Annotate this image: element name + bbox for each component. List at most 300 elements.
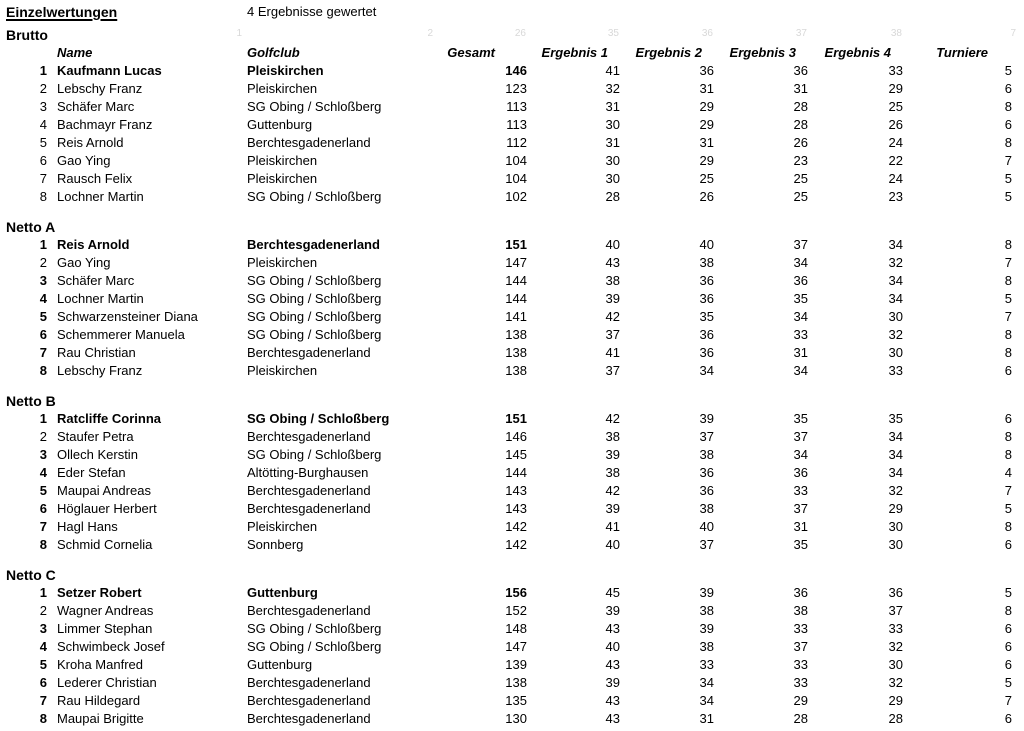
gesamt-cell: 147 <box>505 639 527 654</box>
ergebnis2-cell: 31 <box>699 81 714 96</box>
table-row <box>6 656 1024 674</box>
rank-cell: 3 <box>39 273 47 288</box>
gesamt-cell: 113 <box>506 99 527 114</box>
rank-cell: 5 <box>39 309 47 324</box>
name-cell: Lebschy Franz <box>57 81 143 96</box>
ergebnis2-cell: 34 <box>699 675 714 690</box>
table-row <box>6 80 1024 98</box>
turniere-cell: 6 <box>1004 117 1012 132</box>
results-table <box>6 26 1024 728</box>
ergebnis4-cell: 25 <box>888 99 903 114</box>
turniere-cell: 7 <box>1004 255 1012 270</box>
name-cell: Bachmayr Franz <box>57 117 153 132</box>
name-cell: Schmid Cornelia <box>57 537 153 552</box>
ergebnis1-cell: 43 <box>605 693 620 708</box>
faint-column-marker: 2 <box>427 28 433 39</box>
ergebnis2-cell: 36 <box>699 483 714 498</box>
gesamt-cell: 104 <box>505 153 527 168</box>
section-label: Netto C <box>6 567 56 583</box>
rank-cell: 2 <box>39 603 47 618</box>
club-cell: Pleiskirchen <box>247 153 318 168</box>
gesamt-cell: 142 <box>505 537 527 552</box>
table-row <box>6 410 1024 428</box>
ergebnis1-cell: 40 <box>605 639 620 654</box>
column-header-turniere: Turniere <box>936 45 988 60</box>
ergebnis3-cell: 35 <box>793 537 808 552</box>
turniere-cell: 6 <box>1004 621 1012 636</box>
table-row <box>6 620 1024 638</box>
name-cell: Schwimbeck Josef <box>57 639 165 654</box>
ergebnis3-cell: 33 <box>793 621 808 636</box>
ergebnis3-cell: 34 <box>793 447 808 462</box>
turniere-cell: 8 <box>1004 237 1012 252</box>
club-cell: SG Obing / Schloßberg <box>247 309 382 324</box>
ergebnis2-cell: 26 <box>699 189 714 204</box>
ergebnis2-cell: 36 <box>699 327 714 342</box>
ergebnis3-cell: 28 <box>793 99 808 114</box>
ergebnis4-cell: 34 <box>888 237 903 252</box>
name-cell: Rausch Felix <box>57 171 133 186</box>
club-cell: Pleiskirchen <box>247 363 318 378</box>
ergebnis2-cell: 36 <box>699 345 714 360</box>
column-header-ergebnis4: Ergebnis 4 <box>824 45 891 60</box>
ergebnis4-cell: 30 <box>888 537 903 552</box>
turniere-cell: 8 <box>1004 429 1012 444</box>
rank-cell: 4 <box>39 291 47 306</box>
column-header-ergebnis3: Ergebnis 3 <box>729 45 796 60</box>
gesamt-cell: 145 <box>505 447 527 462</box>
table-header-row <box>6 44 1024 62</box>
gesamt-cell: 138 <box>505 675 527 690</box>
club-cell: SG Obing / Schloßberg <box>247 291 382 306</box>
name-cell: Reis Arnold <box>57 135 124 150</box>
ergebnis4-cell: 36 <box>888 585 903 600</box>
ergebnis1-cell: 38 <box>605 465 620 480</box>
ergebnis1-cell: 32 <box>605 81 620 96</box>
gesamt-cell: 143 <box>505 501 527 516</box>
ergebnis4-cell: 32 <box>888 639 903 654</box>
name-cell: Lochner Martin <box>57 189 144 204</box>
rank-cell: 7 <box>39 519 47 534</box>
table-row <box>6 344 1024 362</box>
ergebnis1-cell: 39 <box>605 291 620 306</box>
ergebnis2-cell: 34 <box>699 363 714 378</box>
ergebnis3-cell: 28 <box>793 117 808 132</box>
turniere-cell: 8 <box>1004 447 1012 462</box>
turniere-cell: 4 <box>1004 465 1012 480</box>
turniere-cell: 8 <box>1004 327 1012 342</box>
ergebnis3-cell: 35 <box>793 411 808 426</box>
rank-cell: 1 <box>39 237 47 252</box>
gesamt-cell: 112 <box>506 135 527 150</box>
rank-cell: 3 <box>39 447 47 462</box>
ergebnis4-cell: 24 <box>888 171 903 186</box>
club-cell: Berchtesgadenerland <box>247 237 380 252</box>
ergebnis4-cell: 30 <box>888 657 903 672</box>
table-row <box>6 446 1024 464</box>
turniere-cell: 5 <box>1004 171 1012 186</box>
ergebnis3-cell: 29 <box>793 693 808 708</box>
ergebnis2-cell: 37 <box>699 429 714 444</box>
table-row <box>6 152 1024 170</box>
rank-cell: 1 <box>39 63 47 78</box>
name-cell: Wagner Andreas <box>57 603 154 618</box>
turniere-cell: 6 <box>1004 711 1012 726</box>
ergebnis3-cell: 25 <box>793 189 808 204</box>
gesamt-cell: 142 <box>505 519 527 534</box>
section-label: Brutto <box>6 27 48 43</box>
ergebnis2-cell: 29 <box>699 99 714 114</box>
table-row <box>6 674 1024 692</box>
rank-cell: 6 <box>39 153 47 168</box>
ergebnis2-cell: 36 <box>699 291 714 306</box>
ergebnis3-cell: 33 <box>793 483 808 498</box>
ergebnis1-cell: 37 <box>605 327 620 342</box>
gesamt-cell: 144 <box>505 465 527 480</box>
name-cell: Gao Ying <box>57 153 111 168</box>
table-row <box>6 254 1024 272</box>
rank-cell: 8 <box>39 363 47 378</box>
ergebnis1-cell: 40 <box>605 237 620 252</box>
ergebnis4-cell: 26 <box>888 117 903 132</box>
ergebnis3-cell: 33 <box>793 327 808 342</box>
ergebnis4-cell: 34 <box>888 447 903 462</box>
turniere-cell: 6 <box>1004 657 1012 672</box>
name-cell: Schäfer Marc <box>57 99 135 114</box>
gesamt-cell: 151 <box>505 237 527 252</box>
ergebnis1-cell: 39 <box>605 603 620 618</box>
gesamt-cell: 104 <box>505 171 527 186</box>
ergebnis2-cell: 31 <box>699 135 714 150</box>
club-cell: Berchtesgadenerland <box>247 693 371 708</box>
turniere-cell: 5 <box>1004 63 1012 78</box>
gesamt-cell: 141 <box>505 309 527 324</box>
name-cell: Setzer Robert <box>57 585 142 600</box>
table-row <box>6 518 1024 536</box>
table-row <box>6 290 1024 308</box>
club-cell: Pleiskirchen <box>247 171 318 186</box>
ergebnis4-cell: 34 <box>888 429 903 444</box>
ergebnis2-cell: 34 <box>699 693 714 708</box>
gesamt-cell: 135 <box>505 693 527 708</box>
name-cell: Limmer Stephan <box>57 621 153 636</box>
club-cell: Pleiskirchen <box>247 519 318 534</box>
section-label: Netto B <box>6 393 56 409</box>
ergebnis1-cell: 41 <box>605 63 620 78</box>
gesamt-cell: 156 <box>505 585 527 600</box>
ergebnis1-cell: 40 <box>605 537 620 552</box>
rank-cell: 3 <box>39 621 47 636</box>
ergebnis4-cell: 32 <box>888 327 903 342</box>
name-cell: Schwarzensteiner Diana <box>57 309 198 324</box>
ergebnis3-cell: 33 <box>793 657 808 672</box>
table-row <box>6 308 1024 326</box>
ergebnis1-cell: 38 <box>605 273 620 288</box>
ergebnis2-cell: 39 <box>699 411 714 426</box>
turniere-cell: 7 <box>1004 309 1012 324</box>
club-cell: Berchtesgadenerland <box>247 711 371 726</box>
ergebnis3-cell: 34 <box>793 363 808 378</box>
ergebnis3-cell: 31 <box>793 345 808 360</box>
ergebnis2-cell: 38 <box>699 501 714 516</box>
page-title: Einzelwertungen <box>6 4 118 20</box>
club-cell: Pleiskirchen <box>247 81 318 96</box>
table-row <box>6 98 1024 116</box>
ergebnis4-cell: 33 <box>888 363 903 378</box>
rank-cell: 1 <box>39 411 47 426</box>
faint-column-marker: 37 <box>795 28 807 39</box>
turniere-cell: 8 <box>1004 603 1012 618</box>
turniere-cell: 5 <box>1004 585 1012 600</box>
gesamt-cell: 144 <box>505 291 527 306</box>
ergebnis4-cell: 34 <box>888 273 903 288</box>
turniere-cell: 5 <box>1004 501 1012 516</box>
ergebnis3-cell: 31 <box>793 81 808 96</box>
document-header <box>6 3 1024 21</box>
ergebnis2-cell: 38 <box>699 255 714 270</box>
results-counted-note: 4 Ergebnisse gewertet <box>247 4 377 19</box>
ergebnis2-cell: 39 <box>699 621 714 636</box>
turniere-cell: 7 <box>1004 153 1012 168</box>
club-cell: Guttenburg <box>247 657 313 672</box>
ergebnis1-cell: 43 <box>605 711 620 726</box>
ergebnis1-cell: 30 <box>605 171 620 186</box>
ergebnis1-cell: 31 <box>605 99 620 114</box>
table-row <box>6 638 1024 656</box>
name-cell: Ratcliffe Corinna <box>57 411 162 426</box>
rank-cell: 2 <box>39 429 47 444</box>
ergebnis4-cell: 29 <box>888 693 903 708</box>
ergebnis2-cell: 25 <box>699 171 714 186</box>
ergebnis3-cell: 25 <box>793 171 808 186</box>
club-cell: Berchtesgadenerland <box>247 501 371 516</box>
ergebnis4-cell: 35 <box>888 411 903 426</box>
name-cell: Kaufmann Lucas <box>57 63 162 78</box>
ergebnis1-cell: 38 <box>605 429 620 444</box>
club-cell: SG Obing / Schloßberg <box>247 189 382 204</box>
club-cell: SG Obing / Schloßberg <box>247 621 382 636</box>
ergebnis4-cell: 30 <box>888 309 903 324</box>
ergebnis4-cell: 30 <box>888 519 903 534</box>
name-cell: Schemmerer Manuela <box>57 327 185 342</box>
rank-cell: 5 <box>39 657 47 672</box>
club-cell: Berchtesgadenerland <box>247 345 371 360</box>
rank-cell: 5 <box>39 483 47 498</box>
ergebnis2-cell: 31 <box>699 711 714 726</box>
ergebnis4-cell: 29 <box>888 501 903 516</box>
club-cell: Guttenburg <box>247 585 318 600</box>
turniere-cell: 8 <box>1004 273 1012 288</box>
table-row <box>6 134 1024 152</box>
rank-cell: 4 <box>39 117 47 132</box>
rank-cell: 4 <box>39 639 47 654</box>
gesamt-cell: 151 <box>505 411 527 426</box>
column-header-ergebnis1: Ergebnis 1 <box>541 45 608 60</box>
ergebnis4-cell: 23 <box>888 189 903 204</box>
table-row <box>6 62 1024 80</box>
rank-cell: 6 <box>39 327 47 342</box>
turniere-cell: 7 <box>1004 483 1012 498</box>
rank-cell: 2 <box>39 255 47 270</box>
ergebnis4-cell: 30 <box>888 345 903 360</box>
name-cell: Schäfer Marc <box>57 273 135 288</box>
table-row <box>6 692 1024 710</box>
ergebnis4-cell: 32 <box>888 255 903 270</box>
ergebnis2-cell: 36 <box>699 273 714 288</box>
gesamt-cell: 130 <box>505 711 527 726</box>
turniere-cell: 6 <box>1004 81 1012 96</box>
turniere-cell: 6 <box>1004 537 1012 552</box>
club-cell: Guttenburg <box>247 117 313 132</box>
name-cell: Lebschy Franz <box>57 363 143 378</box>
name-cell: Gao Ying <box>57 255 111 270</box>
name-cell: Eder Stefan <box>57 465 126 480</box>
ergebnis2-cell: 36 <box>699 465 714 480</box>
turniere-cell: 6 <box>1004 639 1012 654</box>
column-header-ergebnis2: Ergebnis 2 <box>635 45 702 60</box>
ergebnis2-cell: 36 <box>699 63 714 78</box>
club-cell: Pleiskirchen <box>247 63 324 78</box>
table-row <box>6 188 1024 206</box>
ergebnis3-cell: 37 <box>793 429 808 444</box>
gesamt-cell: 146 <box>505 63 527 78</box>
table-row <box>6 428 1024 446</box>
club-cell: Altötting-Burghausen <box>247 465 369 480</box>
ergebnis4-cell: 32 <box>888 483 903 498</box>
rank-cell: 5 <box>39 135 47 150</box>
club-cell: Berchtesgadenerland <box>247 483 371 498</box>
rank-cell: 8 <box>39 711 47 726</box>
ergebnis1-cell: 28 <box>605 189 620 204</box>
table-row <box>6 362 1024 380</box>
name-cell: Lederer Christian <box>57 675 157 690</box>
ergebnis3-cell: 38 <box>793 603 808 618</box>
club-cell: SG Obing / Schloßberg <box>247 99 382 114</box>
ergebnis2-cell: 33 <box>699 657 714 672</box>
club-cell: SG Obing / Schloßberg <box>247 411 390 426</box>
column-header-golfclub: Golfclub <box>247 45 300 60</box>
rank-cell: 7 <box>39 345 47 360</box>
ergebnis4-cell: 28 <box>888 711 903 726</box>
gesamt-cell: 143 <box>505 483 527 498</box>
rank-cell: 8 <box>39 537 47 552</box>
gesamt-cell: 102 <box>505 189 527 204</box>
table-row <box>6 482 1024 500</box>
ergebnis4-cell: 37 <box>888 603 903 618</box>
column-header-name: Name <box>57 45 93 60</box>
ergebnis4-cell: 29 <box>888 81 903 96</box>
ergebnis4-cell: 33 <box>888 63 903 78</box>
ergebnis2-cell: 38 <box>699 447 714 462</box>
rank-cell: 6 <box>39 675 47 690</box>
name-cell: Maupai Brigitte <box>57 711 144 726</box>
rank-cell: 1 <box>39 585 47 600</box>
rank-cell: 6 <box>39 501 47 516</box>
ergebnis1-cell: 42 <box>605 411 620 426</box>
table-row <box>6 602 1024 620</box>
ergebnis2-cell: 29 <box>699 117 714 132</box>
table-row <box>6 272 1024 290</box>
club-cell: SG Obing / Schloßberg <box>247 273 382 288</box>
ergebnis2-cell: 38 <box>699 639 714 654</box>
ergebnis1-cell: 37 <box>605 363 620 378</box>
table-row <box>6 326 1024 344</box>
turniere-cell: 6 <box>1004 363 1012 378</box>
club-cell: Sonnberg <box>247 537 304 552</box>
ergebnis4-cell: 32 <box>888 675 903 690</box>
turniere-cell: 5 <box>1004 291 1012 306</box>
ergebnis2-cell: 39 <box>699 585 714 600</box>
ergebnis1-cell: 43 <box>605 255 620 270</box>
ergebnis1-cell: 31 <box>605 135 620 150</box>
gesamt-cell: 148 <box>505 621 527 636</box>
ergebnis3-cell: 34 <box>793 309 808 324</box>
ergebnis3-cell: 26 <box>793 135 808 150</box>
faint-column-marker: 7 <box>1010 28 1016 39</box>
gesamt-cell: 113 <box>506 117 527 132</box>
rank-cell: 7 <box>39 171 47 186</box>
ergebnis4-cell: 33 <box>888 621 903 636</box>
gesamt-cell: 144 <box>505 273 527 288</box>
rank-cell: 8 <box>39 189 47 204</box>
table-row <box>6 116 1024 134</box>
gesamt-cell: 138 <box>505 363 527 378</box>
name-cell: Maupai Andreas <box>57 483 151 498</box>
ergebnis1-cell: 42 <box>605 483 620 498</box>
ergebnis3-cell: 36 <box>793 585 808 600</box>
faint-column-marker: 35 <box>607 28 619 39</box>
club-cell: SG Obing / Schloßberg <box>247 327 382 342</box>
name-cell: Höglauer Herbert <box>57 501 157 516</box>
ergebnis1-cell: 30 <box>605 153 620 168</box>
club-cell: Berchtesgadenerland <box>247 603 371 618</box>
ergebnis4-cell: 34 <box>888 465 903 480</box>
turniere-cell: 8 <box>1004 519 1012 534</box>
rank-cell: 4 <box>39 465 47 480</box>
ergebnis3-cell: 36 <box>793 273 808 288</box>
ergebnis2-cell: 37 <box>699 537 714 552</box>
ergebnis3-cell: 23 <box>793 153 808 168</box>
ergebnis1-cell: 41 <box>605 345 620 360</box>
ergebnis2-cell: 40 <box>699 237 714 252</box>
gesamt-cell: 138 <box>505 327 527 342</box>
section-label: Netto A <box>6 219 56 235</box>
rank-cell: 7 <box>39 693 47 708</box>
turniere-cell: 8 <box>1004 99 1012 114</box>
ergebnis4-cell: 34 <box>888 291 903 306</box>
table-row <box>6 464 1024 482</box>
table-row <box>6 536 1024 554</box>
turniere-cell: 8 <box>1004 345 1012 360</box>
ergebnis3-cell: 36 <box>793 63 808 78</box>
ergebnis1-cell: 30 <box>605 117 620 132</box>
ergebnis3-cell: 33 <box>793 675 808 690</box>
ergebnis1-cell: 39 <box>605 501 620 516</box>
faint-column-marker: 26 <box>514 28 526 39</box>
name-cell: Rau Christian <box>57 345 136 360</box>
ergebnis1-cell: 45 <box>605 585 620 600</box>
table-row <box>6 584 1024 602</box>
name-cell: Staufer Petra <box>57 429 134 444</box>
faint-column-marker: 1 <box>236 28 242 39</box>
ergebnis1-cell: 43 <box>605 621 620 636</box>
turniere-cell: 8 <box>1004 135 1012 150</box>
ergebnis3-cell: 37 <box>793 501 808 516</box>
ergebnis1-cell: 43 <box>605 657 620 672</box>
table-row <box>6 170 1024 188</box>
rank-header-spacer <box>6 44 52 62</box>
name-cell: Kroha Manfred <box>57 657 143 672</box>
